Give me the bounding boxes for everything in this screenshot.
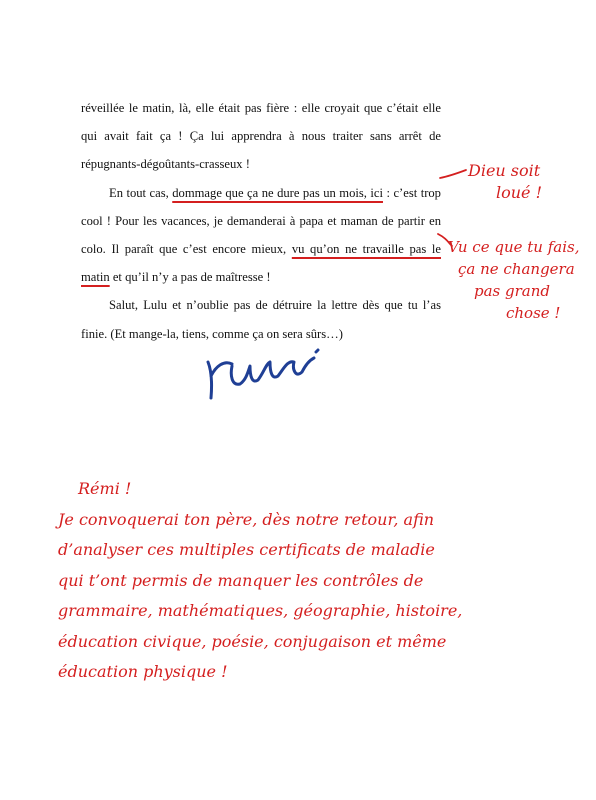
margin-note-line: chose ! [506,304,561,322]
margin-note-1 [468,160,542,204]
margin-note-line: pas grand [474,282,550,300]
text-run: En tout cas, [109,185,173,200]
margin-note-2 [448,236,579,324]
letter-line: réveillée le matin, là, elle était pas fière : elle croyait que c’était [81,101,419,115]
margin-note-line: Dieu soit [468,161,541,180]
margin-note-line: loué ! [496,183,543,202]
underlined-phrase-1: dommage que ça ne dure pas un mois, ici [172,185,383,200]
letter-line: elle qui avait fait ça ! Ça lui apprendra à nous traiter sans arrêt [81,101,441,144]
teacher-note-line: qui t’ont permis de manquer les contrôles de [58,570,424,590]
text-run: et qu’il n’y a pas de maîtresse ! [109,270,271,285]
teacher-note-title: Rémi ! [78,479,132,498]
teacher-note-line: grammaire, mathématiques, géographie, histoire, [58,601,463,620]
letter-paragraph-3: Salut, Lulu et n’oublie pas de détruire la lettre dès que tu l’as finie. (Et mange-la, tiens, comme ça on sera sûrs…) [81,298,441,341]
margin-note-line: ça ne changera [458,260,575,278]
text-run: : c’est trop cool ! Pour les vacances, je demanderai à papa et maman de partir en colo. Il paraît que c’est encore mieux, [81,185,441,257]
teacher-note-line: Je convoquerai ton père, dès notre retour, afin [58,509,435,529]
teacher-note-line: éducation civique, poésie, conjugaison et même [58,631,447,651]
teacher-note [58,474,558,688]
teacher-note-line: d’analyser ces multiples certificats de maladie [58,540,435,559]
signature-stroke [208,350,318,398]
teacher-note-line: éducation physique ! [58,662,228,681]
margin-note-line: Vu ce que tu fais, [448,238,580,256]
letter-line: de répugnants-dégoûtants-crasseux ! [81,129,441,172]
underlined-phrase-2: vu qu’on ne travaille pas le matin [81,242,441,285]
